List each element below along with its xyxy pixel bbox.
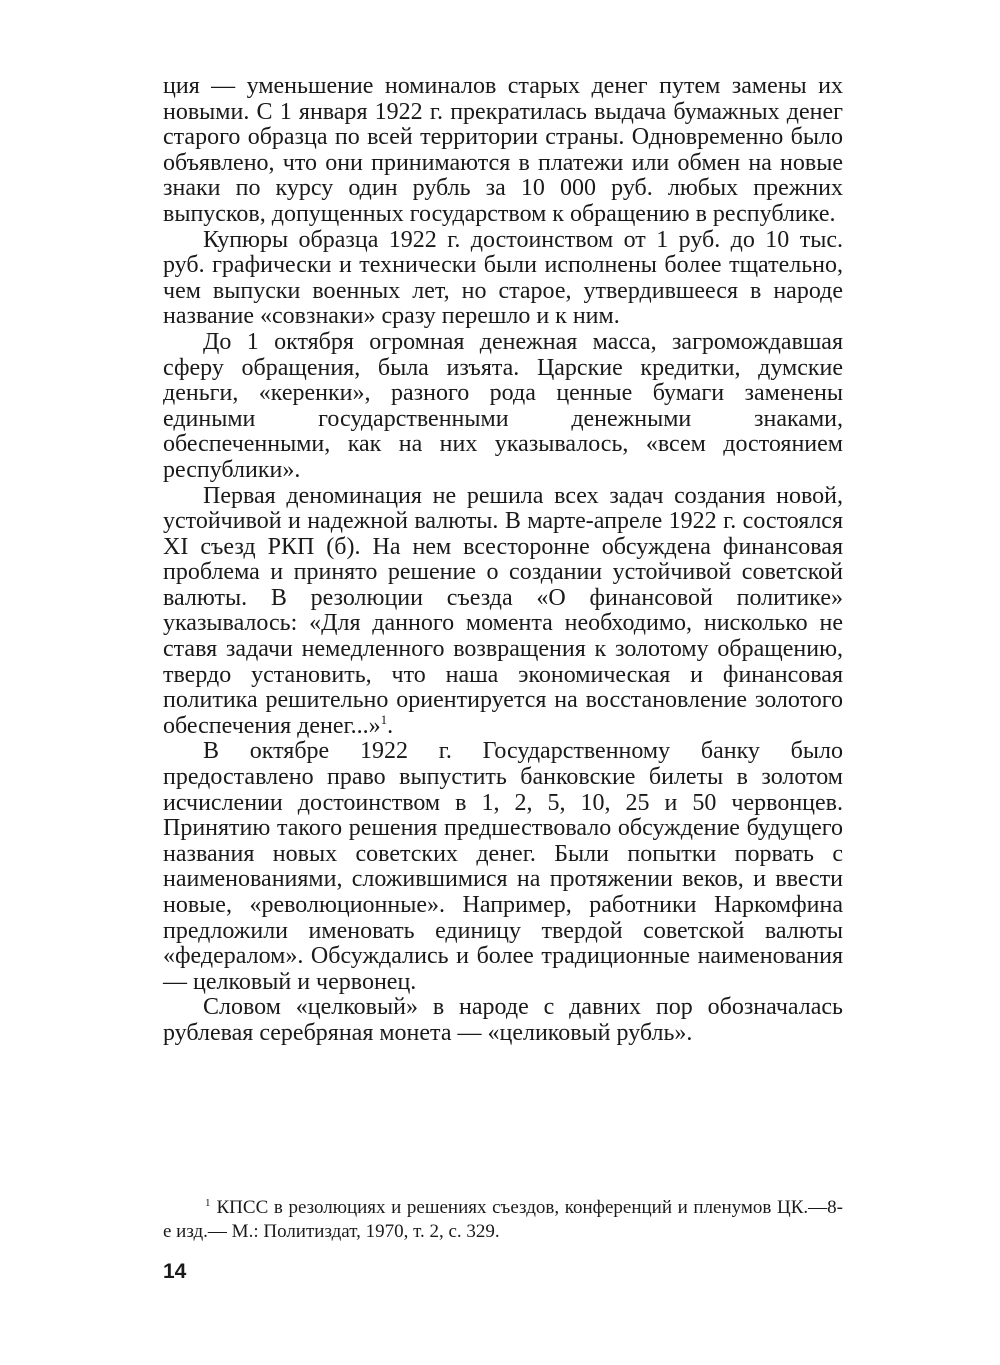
paragraph-3: До 1 октября огромная денежная масса, загромождавшая сферу обращения, была изъята. Царские кредитки, думские деньги, «керенки», разного рода ценные бумаги заменены едиными государственными денежными знаками, обеспеченными, как на них указывалось, «всем достоянием республики». — [163, 328, 843, 483]
paragraph-4-text: Первая деноминация не решила всех задач создания новой, устойчивой и надежной валюты. В марте-апреле 1922 г. состоялся XI съезд РКП (б). На нем всесторонне обсуждена финансовая проблема и принято решение о создании устойчивой советской валюты. В резолюции съезда «О финансовой политике» указывалось: «Для данного момента необходимо, нисколько не ставя задачи немедленного возвращения к золотому обращению, твердо установить, что наша экономическая и финансовая политика решительно ориентируется на восстановление золотого обеспечения денег...» — [163, 482, 843, 739]
footnote-mark: 1 — [205, 1196, 211, 1209]
page-number: 14 — [163, 1260, 187, 1283]
paragraph-6: Словом «целковый» в народе с давних пор обозначалась рублевая серебряная монета — «целиковый рубль». — [163, 994, 843, 1046]
footnote-text: КПСС в резолюциях и решениях съездов, конференций и пленумов ЦК.—8-е изд.— М.: Политиздат, 1970, т. 2, с. 329. — [163, 1197, 843, 1242]
paragraph-5: В октябре 1922 г. Государственному банку было предоставлено право выпустить банковские билеты в золотом исчислении достоинством в 1, 2, 5, 10, 25 и 50 червонцев. Принятию такого решения предшествовало обсуждение будущего названия новых советских денег. Были попытки порвать с наименованиями, сложившимися на протяжении веков, и ввести новые, «революционные». Например, работники Наркомфина предложили именовать единицу твердой советской валюты «федералом». Обсуждались и более традиционные наименования — целковый и червонец. — [163, 738, 843, 995]
paragraph-2: Купюры образца 1922 г. достоинством от 1 руб. до 10 тыс. руб. графически и технически были исполнены более тщательно, чем выпуски военных лет, но старое, утвердившееся в народе название «совзнаки» сразу перешло и к ним. — [163, 226, 843, 330]
footnote-reference: 1 — [380, 711, 388, 727]
paragraph-4-end: . — [387, 712, 394, 739]
main-text — [163, 74, 843, 1047]
paragraph-1: ция — уменьшение номиналов старых денег путем замены их новыми. С 1 января 1922 г. прекратилась выдача бумажных денег старого образца по всей территории страны. Одновременно было объявлено, что они принимаются в платежи или обмен на новые знаки по курсу один рубль за 10 000 руб. любых прежних выпусков, допущенных государством к обращению в республике. — [163, 73, 843, 227]
paragraph-4 — [163, 484, 843, 740]
footnote — [163, 1196, 843, 1244]
